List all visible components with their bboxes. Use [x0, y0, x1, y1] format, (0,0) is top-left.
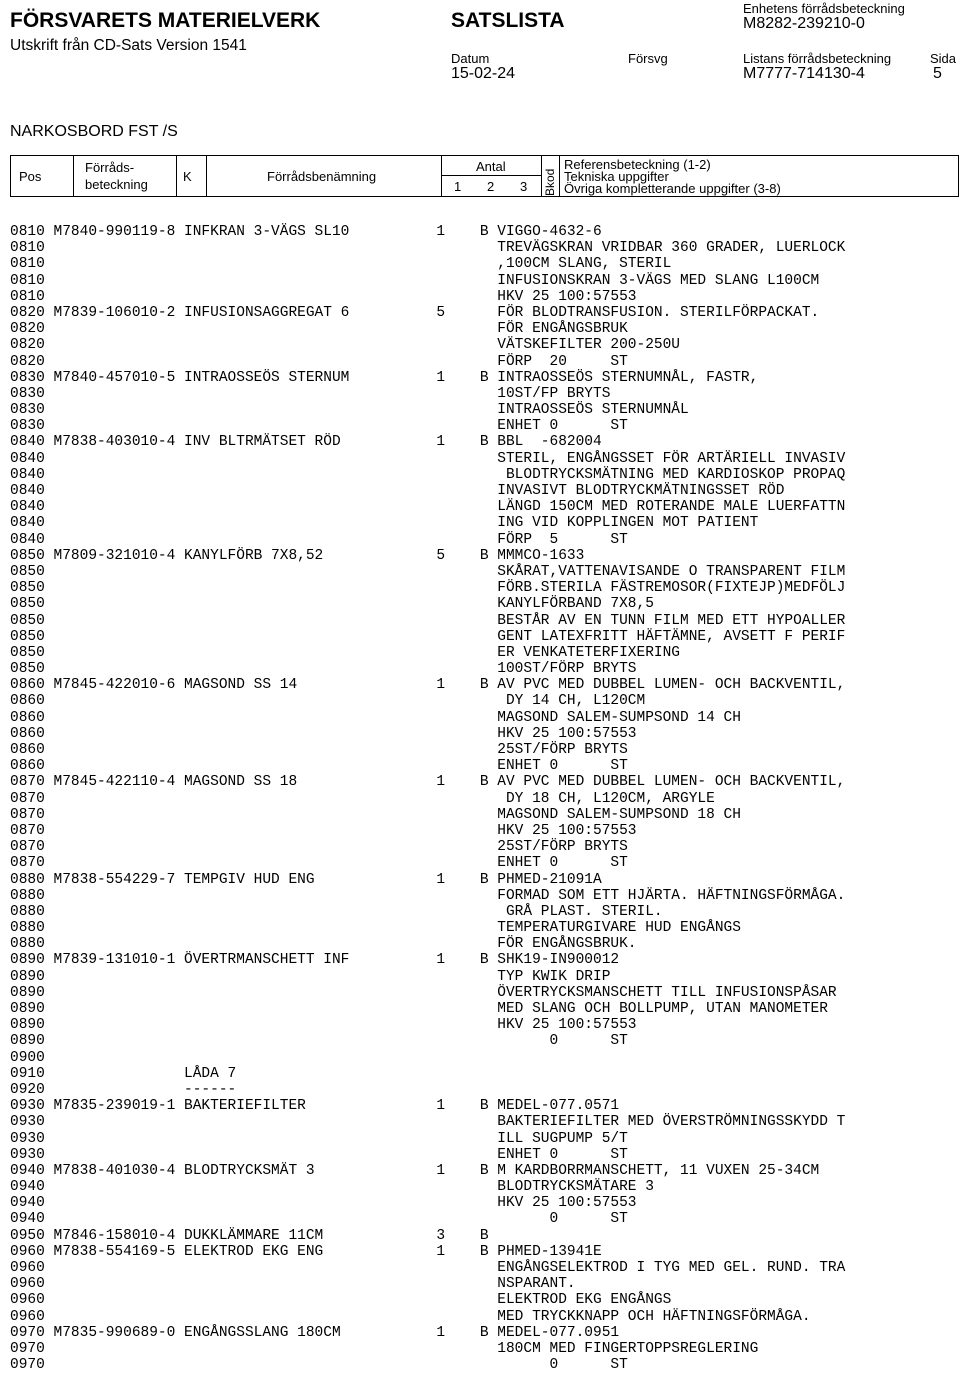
list-item: 0840 M7838-403010-4 INV BLTRMÄTSET RÖD 1 B BBL -682004	[10, 434, 602, 451]
list-item: 0810 ,100CM SLANG, STERIL	[10, 256, 672, 273]
list-item: 0940 HKV 25 100:57553	[10, 1195, 637, 1212]
list-item: 0810 TREVÄGSKRAN VRIDBAR 360 GRADER, LUERLOCK	[10, 240, 846, 257]
page-number: 5	[933, 65, 942, 82]
list-item: 0860 DY 14 CH, L120CM	[10, 693, 646, 710]
list-item: 0890 ÖVERTRYCKSMANSCHETT TILL INFUSIONSPÅSAR	[10, 984, 837, 1001]
col-ref-line2: Tekniska uppgifter	[564, 169, 669, 184]
list-item: 0930 ILL SUGPUMP 5/T	[10, 1130, 628, 1147]
column-header-table	[10, 155, 959, 197]
list-item: 0890 HKV 25 100:57553	[10, 1017, 637, 1034]
list-item: 0960 ENGÅNGSELEKTROD I TYG MED GEL. RUND. TRA	[10, 1260, 846, 1276]
date-value: 15-02-24	[451, 65, 516, 82]
list-designation-value: M7777-714130-4	[743, 65, 865, 82]
list-item: 0840 FÖRP 5 ST	[10, 531, 628, 548]
list-item: 0930 BAKTERIEFILTER MED ÖVERSTRÖMNINGSSKYDD T	[10, 1114, 846, 1131]
list-item: 0880 FORMAD SOM ETT HJÄRTA. HÄFTNINGSFÖRMÅGA.	[10, 887, 846, 904]
col-benamning: Förrådsbenämning	[267, 169, 377, 184]
list-item: 0870 ENHET 0 ST	[10, 855, 628, 872]
list-item: 0960 M7838-554169-5 ELEKTROD EKG ENG 1 B PHMED-13941E	[10, 1243, 602, 1260]
list-item: 0940 0 ST	[10, 1211, 628, 1228]
page-label: Sida	[930, 51, 957, 66]
document-type: SATSLISTA	[451, 9, 565, 32]
list-item: 0920 ------	[10, 1081, 237, 1098]
list-item: 0850 ER VENKATETERFIXERING	[10, 644, 681, 661]
list-item: 0890 0 ST	[10, 1033, 628, 1050]
col-pos: Pos	[19, 169, 42, 184]
list-item: 0940 BLODTRYCKSMÄTARE 3	[10, 1179, 654, 1196]
col-antal-2: 2	[487, 179, 495, 194]
list-item: 0880 FÖR ENGÅNGSBRUK.	[10, 936, 637, 953]
kit-title: NARKOSBORD FST /S	[10, 123, 178, 140]
org-name: FÖRSVARETS MATERIELVERK	[10, 9, 321, 32]
list-item: 0850 M7809-321010-4 KANYLFÖRB 7X8,52 5 B MMMCO-1633	[10, 547, 585, 564]
unit-designation-value: M8282-239210-0	[743, 15, 865, 32]
col-k: K	[183, 169, 192, 184]
unit-designation-label: Enhetens förrådsbeteckning	[743, 1, 905, 16]
list-item: 0820 FÖR ENGÅNGSBRUK	[10, 321, 628, 338]
list-item: 0870 DY 18 CH, L120CM, ARGYLE	[10, 790, 715, 807]
list-item: 0870 25ST/FÖRP BRYTS	[10, 839, 628, 856]
list-item: 0850 GENT LATEXFRITT HÄFTÄMNE, AVSETT F PERIF	[10, 628, 846, 645]
list-item: 0870 HKV 25 100:57553	[10, 822, 637, 839]
col-ref-line3: Övriga kompletterande uppgifter (3-8)	[564, 181, 781, 196]
list-item: 0840 BLODTRYCKSMÄTNING MED KARDIOSKOP PROPAQ	[10, 466, 846, 483]
col-antal: Antal	[476, 159, 506, 174]
list-item: 0860 M7845-422010-6 MAGSOND SS 14 1 B AV PVC MED DUBBEL LUMEN- OCH BACKVENTIL,	[10, 677, 846, 694]
col-antal-3: 3	[520, 179, 528, 194]
list-item: 0830 M7840-457010-5 INTRAOSSEÖS STERNUM 1 B INTRAOSSEÖS STERNUMNÅL, FASTR,	[10, 369, 759, 386]
list-item: 0860 25ST/FÖRP BRYTS	[10, 742, 628, 758]
list-item: 0840 STERIL, ENGÅNGSSET FÖR ARTÄRIELL INVASIV	[10, 450, 846, 467]
col-antal-1: 1	[454, 179, 462, 194]
list-item: 0930 ENHET 0 ST	[10, 1146, 628, 1163]
list-item: 0850 FÖRB.STERILA FÄSTREMOSOR(FIXTEJP)MEDFÖLJ	[10, 580, 846, 597]
list-item: 0950 M7846-158010-4 DUKKLÄMMARE 11CM 3 B	[10, 1227, 489, 1244]
list-item: 0870 MAGSOND SALEM-SUMPSOND 18 CH	[10, 806, 741, 823]
list-item: 0850 100ST/FÖRP BRYTS	[10, 661, 637, 678]
list-item: 0810 M7840-990119-8 INFKRAN 3-VÄGS SL10 1 B VIGGO-4632-6	[10, 224, 602, 240]
list-item: 0830 ENHET 0 ST	[10, 418, 628, 435]
list-item: 0840 ING VID KOPPLINGEN MOT PATIENT	[10, 515, 759, 532]
printout-version: Utskrift från CD-Sats Version 1541	[10, 37, 247, 54]
list-item: 0810 HKV 25 100:57553	[10, 288, 637, 305]
list-item: 0850 BESTÅR AV EN TUNN FILM MED ETT HYPOALLER	[10, 612, 846, 629]
list-item: 0930 M7835-239019-1 BAKTERIEFILTER 1 B MEDEL-077.0571	[10, 1098, 620, 1115]
list-item: 0860 MAGSOND SALEM-SUMPSOND 14 CH	[10, 709, 741, 726]
list-item: 0820 M7839-106010-2 INFUSIONSAGGREGAT 6 5 FÖR BLODTRANSFUSION. STERILFÖRPACKAT.	[10, 304, 820, 321]
list-item: 0820 FÖRP 20 ST	[10, 353, 628, 370]
list-item: 0970 180CM MED FINGERTOPPSREGLERING	[10, 1340, 759, 1357]
list-item: 0860 ENHET 0 ST	[10, 758, 628, 775]
list-item: 0940 M7838-401030-4 BLODTRYCKSMÄT 3 1 B M KARDBORRMANSCHETT, 11 VUXEN 25-34CM	[10, 1162, 820, 1179]
list-item: 0960 ELEKTROD EKG ENGÅNGS	[10, 1292, 672, 1309]
item-list	[10, 224, 845, 1373]
forsvg-label: Försvg	[628, 51, 668, 66]
list-item: 0880 TEMPERATURGIVARE HUD ENGÅNGS	[10, 920, 741, 937]
list-item: 0830 10ST/FP BRYTS	[10, 385, 611, 402]
list-designation-label: Listans förrådsbeteckning	[743, 51, 892, 66]
list-item: 0880 M7838-554229-7 TEMPGIV HUD ENG 1 B PHMED-21091A	[10, 871, 602, 888]
list-item: 0840 INVASIVT BLODTRYCKMÄTNINGSSET RÖD	[10, 483, 785, 499]
list-item: 0880 GRÅ PLAST. STERIL.	[10, 903, 663, 920]
list-item: 0970 M7835-990689-0 ENGÅNGSSLANG 180CM 1 B MEDEL-077.0951	[10, 1324, 620, 1341]
list-item: 0860 HKV 25 100:57553	[10, 725, 637, 742]
list-item: 0970 0 ST	[10, 1357, 628, 1374]
col-bkod: Bkod	[543, 168, 557, 196]
list-item: 0890 M7839-131010-1 ÖVERTRMANSCHETT INF 1 B SHK19-IN900012	[10, 952, 620, 969]
list-item: 0960 NSPARANT.	[10, 1276, 576, 1293]
list-item: 0850 SKÅRAT,VATTENAVISANDE O TRANSPARENT FILM	[10, 563, 846, 580]
list-item: 0820 VÄTSKEFILTER 200-250U	[10, 337, 681, 354]
list-item: 0830 INTRAOSSEÖS STERNUMNÅL	[10, 402, 689, 419]
col-ref-line1: Referensbeteckning (1-2)	[564, 157, 711, 172]
list-item: 0840 LÄNGD 150CM MED ROTERANDE MALE LUERFATTN	[10, 499, 846, 516]
list-item: 0850 KANYLFÖRBAND 7X8,5	[10, 596, 654, 613]
list-item: 0890 MED SLANG OCH BOLLPUMP, UTAN MANOMETER	[10, 1001, 828, 1017]
list-item: 0890 TYP KWIK DRIP	[10, 968, 611, 985]
date-label: Datum	[451, 51, 490, 66]
list-item: 0910 LÅDA 7	[10, 1065, 237, 1082]
list-item: 0960 MED TRYCKKNAPP OCH HÄFTNINGSFÖRMÅGA.	[10, 1308, 811, 1325]
col-forrads-line2: beteckning	[85, 177, 148, 192]
list-item: 0810 INFUSIONSKRAN 3-VÄGS MED SLANG L100CM	[10, 272, 820, 289]
list-item: 0900	[10, 1049, 45, 1066]
list-item: 0870 M7845-422110-4 MAGSOND SS 18 1 B AV PVC MED DUBBEL LUMEN- OCH BACKVENTIL,	[10, 774, 846, 791]
col-forrads-line1: Förråds-	[85, 160, 135, 175]
